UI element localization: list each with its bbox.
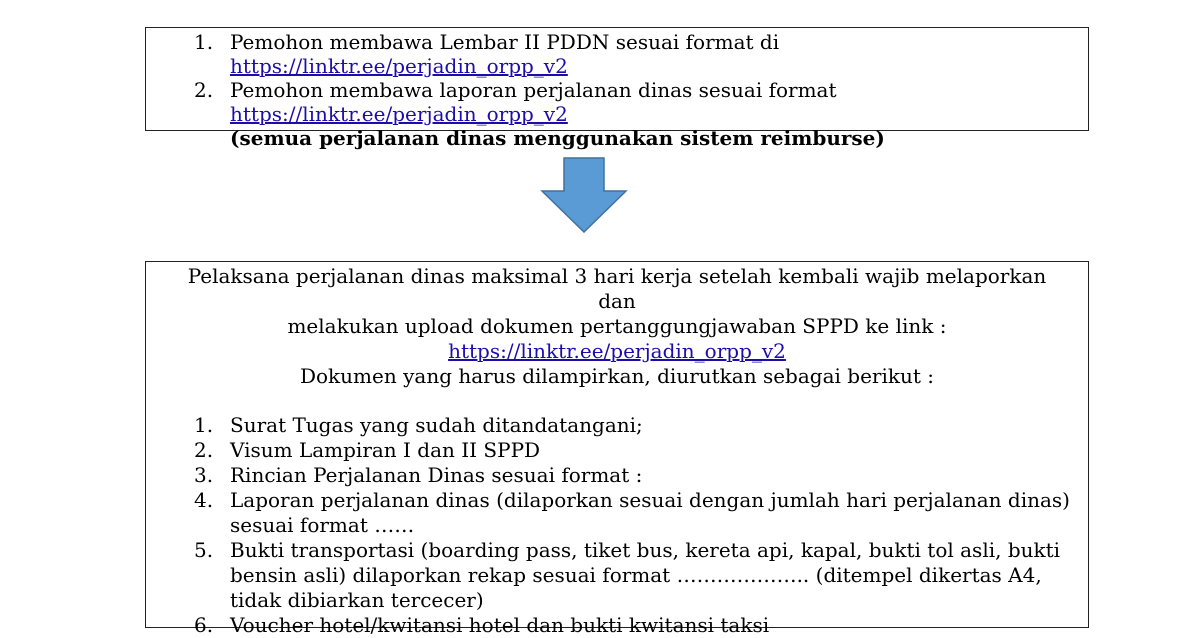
perjadin-link[interactable]: https://linktr.ee/perjadin_orpp_v2 (230, 102, 568, 126)
intro-line: Pelaksana perjalanan dinas maksimal 3 hari kerja setelah kembali wajib melaporkan dan (187, 264, 1047, 313)
list-number: 2. (194, 78, 214, 102)
requirements-list (146, 28, 1088, 150)
list-text: Pemohon membawa Lembar II PDDN sesuai format di (230, 30, 780, 54)
list-item (146, 488, 1080, 538)
list-number: 3. (194, 463, 214, 487)
list-number: 4. (194, 488, 214, 512)
documents-list (146, 413, 1088, 638)
list-item (146, 463, 1080, 488)
list-number: 1. (194, 413, 214, 437)
list-item (146, 538, 1080, 613)
reimburse-note: (semua perjalanan dinas menggunakan sistem reimburse) (230, 126, 885, 150)
list-text: Pemohon membawa laporan perjalanan dinas sesuai format (230, 78, 837, 102)
upload-link[interactable]: https://linktr.ee/perjadin_orpp_v2 (448, 339, 786, 363)
arrow-down-icon (540, 157, 628, 233)
list-item (146, 438, 1080, 463)
submission-box (145, 261, 1089, 637)
list-number: 5. (194, 538, 214, 562)
list-number: 6. (194, 613, 214, 637)
submission-intro (146, 262, 1088, 389)
documents-heading: Dokumen yang harus dilampirkan, diurutkan sebagai berikut : (299, 364, 934, 388)
list-text: Visum Lampiran I dan II SPPD (230, 438, 541, 462)
list-text: Rincian Perjalanan Dinas sesuai format : (230, 463, 643, 487)
list-item (146, 30, 1080, 78)
intro-line: melakukan upload dokumen pertanggungjawaban SPPD ke link : (287, 314, 947, 338)
list-number: 2. (194, 438, 214, 462)
list-number: 1. (194, 30, 214, 54)
perjadin-link[interactable]: https://linktr.ee/perjadin_orpp_v2 (230, 54, 568, 78)
list-text: Bukti transportasi (boarding pass, tiket bus, kereta api, kapal, bukti tol asli, bukti bensin asli) dilaporkan rekap sesuai format ……………….. (ditempel dikertas A4, tidak dibiarkan tercecer) (230, 538, 1061, 612)
list-text: Surat Tugas yang sudah ditandatangani; (230, 413, 643, 437)
list-item (146, 613, 1080, 638)
list-item (146, 78, 1080, 150)
list-text: Laporan perjalanan dinas (dilaporkan sesuai dengan jumlah hari perjalanan dinas) sesuai format …… (230, 488, 1070, 537)
list-text: Voucher hotel/kwitansi hotel dan bukti kwitansi taksi (230, 613, 770, 637)
list-item (146, 413, 1080, 438)
requirements-box (145, 27, 1089, 150)
